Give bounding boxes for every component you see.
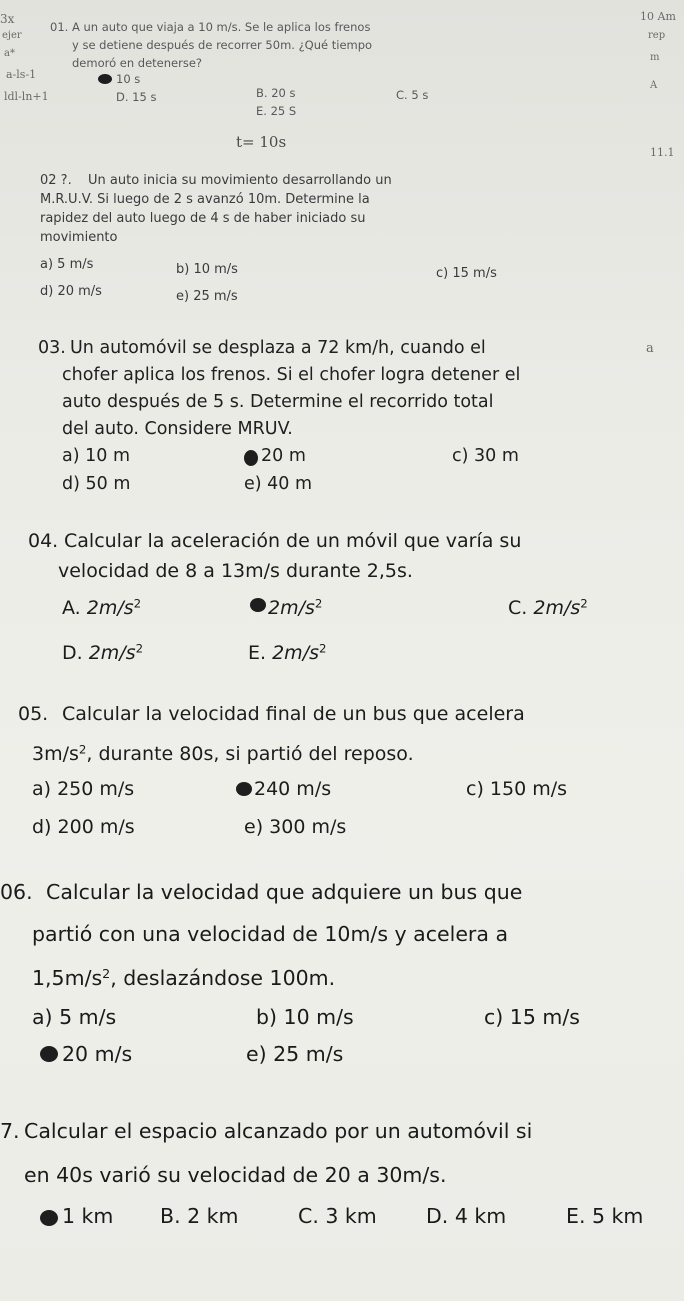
q04-option-a [62,597,141,619]
q03-option: e) 40 m [244,474,313,494]
q07-option: D. 4 km [426,1204,507,1228]
option-exponent: 2 [319,641,327,656]
q02-option: e) 25 m/s [176,289,238,304]
q05-option: a) 250 m/s [32,778,135,800]
option-exponent: 2 [135,641,144,656]
margin-note: ejer [2,30,22,41]
q02-number: 02 ?. [40,173,72,188]
q04-option-b [268,597,322,619]
q04-line: Calcular la aceleración de un móvil que varía su [64,530,522,552]
option-exponent: 2 [314,596,323,611]
answer-mark [236,782,252,796]
margin-note: A [650,80,658,91]
q02-line: M.R.U.V. Si luego de 2 s avanzó 10m. Determine la [40,192,370,207]
q05-number: 05. [18,703,49,725]
q03-number: 03. [38,338,66,358]
q02-line: movimiento [40,230,118,245]
q07-line: en 40s varió su velocidad de 20 a 30m/s. [24,1163,447,1187]
q07-option: 1 km [62,1204,114,1228]
q03-option: d) 50 m [62,474,131,494]
q05-line: Calcular la velocidad final de un bus que acelera [62,703,525,725]
q06-option: e) 25 m/s [246,1042,344,1066]
q02-option: b) 10 m/s [176,262,238,277]
margin-note: a [646,341,654,356]
option-value: 2m/s [268,597,315,619]
q05-line-rest: , durante 80s, si partió del reposo. [86,743,414,765]
answer-mark [40,1210,58,1226]
q06-line: partió con una velocidad de 10m/s y acelera a [32,922,509,946]
option-value: 2m/s [88,642,136,664]
q06-line [32,966,335,990]
option-value: 2m/s [272,642,319,664]
q05-line [32,743,414,765]
q04-option-e [248,642,327,664]
q01-option: D. 15 s [116,90,157,104]
answer-mark [40,1046,58,1062]
q02-option: a) 5 m/s [40,257,94,272]
q06-line-rest: , deslazándose 100m. [110,966,336,990]
option-letter: D. [62,642,83,664]
q02-line: rapidez del auto luego de 4 s de haber iniciado su [40,211,366,226]
q06-option: b) 10 m/s [256,1005,354,1029]
option-exponent: 2 [133,596,142,611]
margin-note: a-ls-1 [6,68,37,81]
q03-option: c) 30 m [452,446,519,466]
answer-mark [244,450,258,466]
q03-option: a) 10 m [62,446,130,466]
option-letter: E. [248,642,267,664]
handwritten-answer: t= 10s [236,133,287,151]
option-exponent: 2 [580,596,588,611]
q01-line: y se detiene después de recorrer 50m. ¿Qué tiempo [72,38,373,52]
option-value: 2m/s [86,597,134,619]
q03-line: auto después de 5 s. Determine el recorrido total [62,392,494,412]
option-value: 2m/s [533,597,581,619]
q07-option: E. 5 km [566,1204,644,1228]
answer-mark [250,598,266,612]
q02-line: Un auto inicia su movimiento desarrollando un [88,173,392,188]
option-letter: C. [508,597,528,619]
q06-value: 1,5m/s [32,966,103,990]
margin-note: rep [648,30,666,41]
q01-option: B. 20 s [256,86,296,100]
q06-line: Calcular la velocidad que adquiere un bus que [46,880,523,904]
q01-option: 10 s [116,72,141,86]
q01-number: 01. [50,20,69,34]
margin-note: 11.1 [650,146,675,159]
q03-line: Un automóvil se desplaza a 72 km/h, cuando el [70,338,486,358]
q06-exponent: 2 [102,966,111,982]
q06-number: 06. [0,880,33,904]
q05-option: 240 m/s [254,778,332,800]
q05-option: d) 200 m/s [32,816,135,838]
margin-note: m [650,52,660,63]
q07-option: C. 3 km [298,1204,377,1228]
margin-note: a* [4,48,15,59]
q03-line: del auto. Considere MRUV. [62,419,293,439]
q06-option: a) 5 m/s [32,1005,117,1029]
q01-option: E. 25 S [256,104,297,118]
q05-option: c) 150 m/s [466,778,568,800]
q02-option: c) 15 m/s [436,266,497,281]
q03-option: 20 m [261,446,306,466]
q04-option-c [508,597,588,619]
q05-option: e) 300 m/s [244,816,347,838]
margin-note: 3x [0,12,15,26]
q04-option-d [62,642,143,664]
margin-note: ldl-ln+1 [4,90,49,103]
q04-number: 04. [28,530,59,552]
q07-line: Calcular el espacio alcanzado por un automóvil si [24,1119,533,1143]
q03-line: chofer aplica los frenos. Si el chofer logra detener el [62,365,521,385]
option-letter: A. [62,597,81,619]
q01-option: C. 5 s [396,88,429,102]
q07-number: 7. [0,1119,20,1143]
answer-mark [98,74,112,84]
q01-line: A un auto que viaja a 10 m/s. Se le aplica los frenos [72,20,371,34]
q05-exponent: 2 [78,742,87,757]
q04-line: velocidad de 8 a 13m/s durante 2,5s. [58,560,413,582]
q02-option: d) 20 m/s [40,284,102,299]
q01-line: demoró en detenerse? [72,56,203,70]
q06-option: 20 m/s [62,1042,133,1066]
q06-option: c) 15 m/s [484,1005,580,1029]
q07-option: B. 2 km [160,1204,239,1228]
q05-value: 3m/s [32,743,79,765]
margin-note: 10 Am [640,10,676,23]
